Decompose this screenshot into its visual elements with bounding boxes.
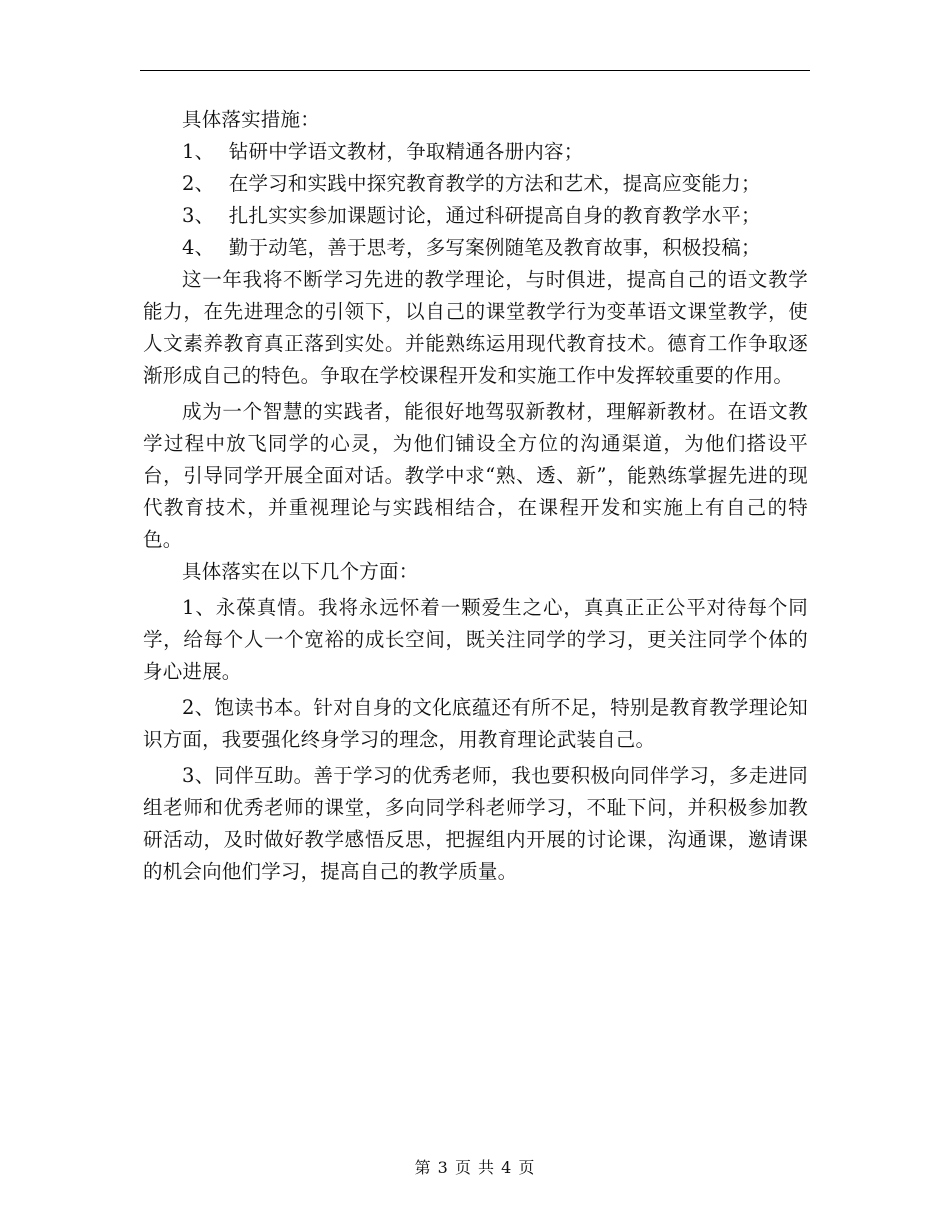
paragraph-aspect-2: 2、饱读书本。针对自身的文化底蕴还有所不足，特别是教育教学理论知识方面，我要强化终身学习的理念，用教育理论武装自己。	[143, 696, 808, 751]
measure-item-number: 2、	[182, 172, 215, 195]
paragraph-practitioner: 成为一个智慧的实践者，能很好地驾驭新教材，理解新教材。在语文教学过程中放飞同学的心灵，为他们铺设全方位的沟通渠道，为他们搭设平台，引导同学开展全面对话。教学中求“熟、透、新”，能熟练掌握先进的现代教育技术，并重视理论与实践相结合，在课程开发和实施上有自己的特色。	[143, 400, 808, 551]
document-body	[143, 104, 808, 888]
measure-item-3	[143, 200, 808, 232]
measure-item-text: 勤于动笔，善于思考，多写案例随笔及教育故事，积极投稿；	[228, 236, 761, 259]
paragraph-aspects-heading: 具体落实在以下几个方面：	[182, 560, 419, 583]
measure-item-text: 扎扎实实参加课题讨论，通过科研提高自身的教育教学水平；	[228, 204, 761, 227]
measure-item-4	[143, 232, 808, 264]
page-number-footer: 第 3 页 共 4 页	[414, 1158, 536, 1177]
measure-item-text: 钻研中学语文教材，争取精通各册内容；	[228, 140, 584, 163]
paragraph-aspect-3: 3、同伴互助。善于学习的优秀老师，我也要积极向同伴学习，多走进同组老师和优秀老师的课堂，多向同学科老师学习，不耻下问，并积极参加教研活动，及时做好教学感悟反思，把握组内开展的讨论课，沟通课，邀请课的机会向他们学习，提高自己的教学质量。	[143, 764, 808, 883]
header-rule	[140, 70, 810, 71]
measure-item-number: 3、	[182, 204, 215, 227]
measure-item-2	[143, 168, 808, 200]
measure-item-text: 在学习和实践中探究教育教学的方法和艺术，提高应变能力；	[228, 172, 761, 195]
measure-item-1	[143, 136, 808, 168]
paragraph-teaching-goals: 这一年我将不断学习先进的教学理论，与时俱进，提高自己的语文教学能力，在先进理念的引领下，以自己的课堂教学行为变革语文课堂教学，使人文素养教育真正落到实处。并能熟练运用现代教育技术。德育工作争取逐渐形成自己的特色。争取在学校课程开发和实施工作中发挥较重要的作用。	[143, 268, 808, 387]
measures-heading: 具体落实措施：	[182, 108, 320, 131]
measure-item-number: 4、	[182, 236, 215, 259]
paragraph-aspect-1: 1、永葆真情。我将永远怀着一颗爱生之心，真真正正公平对待每个同学，给每个人一个宽裕的成长空间，既关注同学的学习，更关注同学个体的身心进展。	[143, 596, 808, 683]
measure-item-number: 1、	[182, 140, 215, 163]
